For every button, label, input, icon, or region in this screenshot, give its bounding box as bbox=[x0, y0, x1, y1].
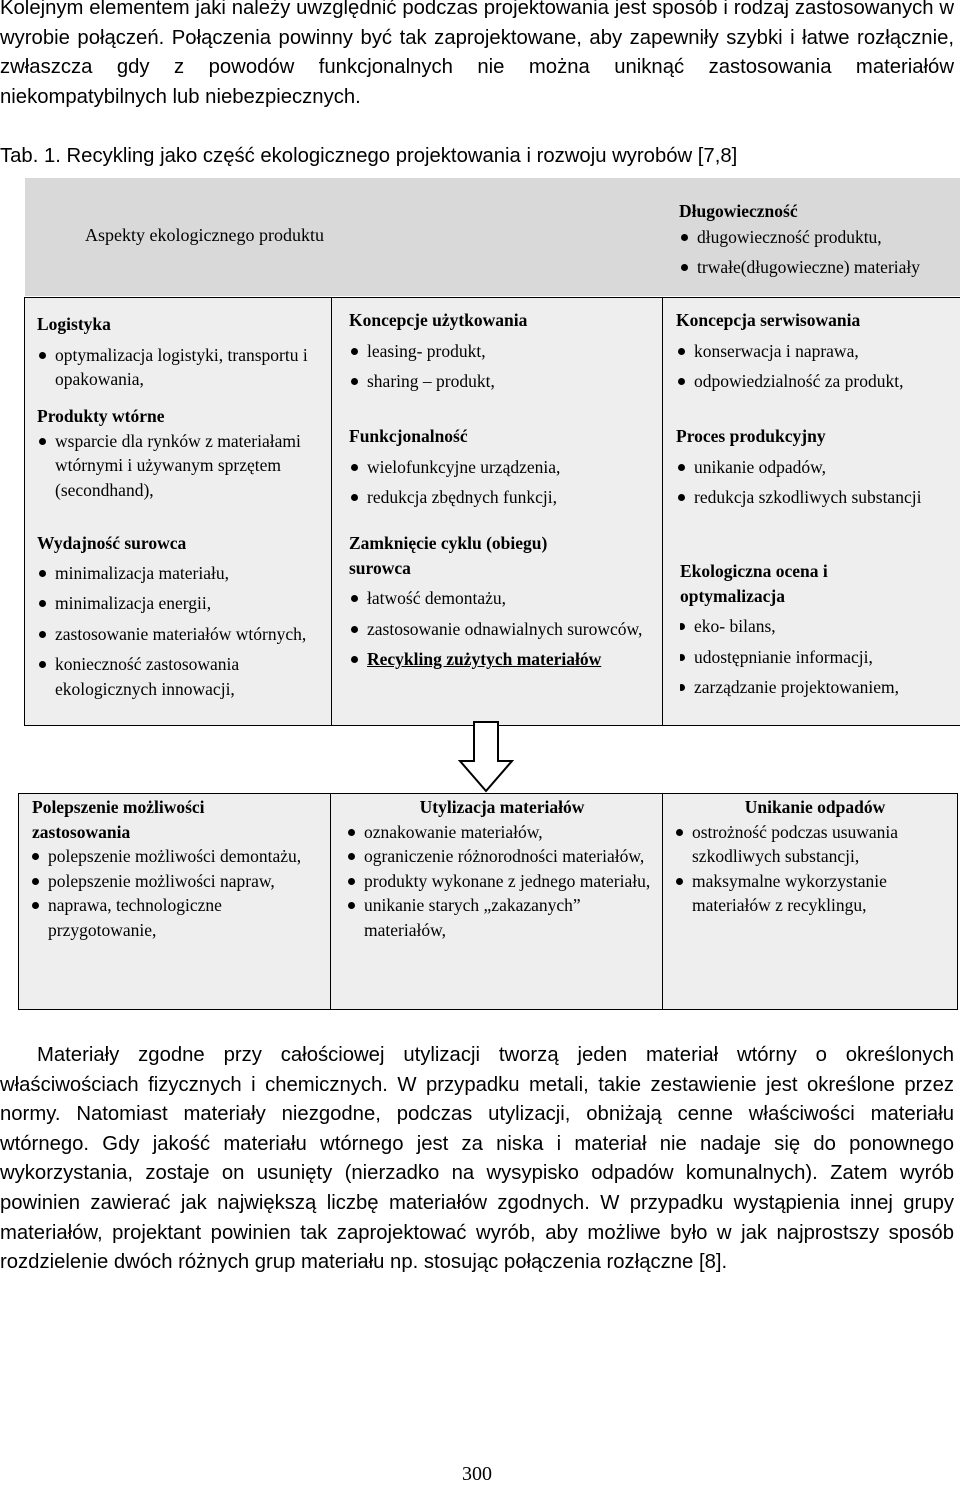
list-item: odpowiedzialność za produkt, bbox=[676, 369, 960, 394]
list-item: zastosowanie materiałów wtórnych, bbox=[37, 622, 327, 647]
list-item: maksymalne wykorzystanie materiałów z recyklingu, bbox=[674, 869, 956, 918]
functionality-block bbox=[349, 424, 659, 516]
table-caption: Tab. 1. Recykling jako część ekologicznego projektowania i rozwoju wyrobów [7,8] bbox=[0, 145, 738, 167]
down-arrow-icon bbox=[458, 721, 514, 793]
list-item: polepszenie możliwości napraw, bbox=[32, 869, 322, 894]
longevity-list bbox=[679, 225, 960, 280]
usage-concepts-block bbox=[349, 308, 659, 400]
list-item: minimalizacja energii, bbox=[37, 591, 327, 616]
grid-divider bbox=[330, 793, 331, 1010]
list-item: oznakowanie materiałów, bbox=[346, 820, 658, 845]
logistics-title: Logistyka bbox=[37, 314, 111, 334]
raw-material-efficiency-title: Wydajność surowca bbox=[37, 533, 187, 553]
list-item-highlight bbox=[349, 647, 659, 672]
usability-title: Polepszenie możliwości zastosowania bbox=[32, 797, 205, 842]
list-item: konserwacja i naprawa, bbox=[676, 339, 960, 364]
usage-concepts-title: Koncepcje użytkowania bbox=[349, 310, 528, 330]
waste-avoidance-title: Unikanie odpadów bbox=[744, 797, 886, 817]
list-item: optymalizacja logistyki, transportu i opakowania, bbox=[37, 343, 327, 392]
raw-material-efficiency-block bbox=[37, 531, 327, 707]
outro-paragraph: Materiały zgodne przy całościowej utylizacji tworzą jeden materiał wtórny o określonych właściwościach fizycznych i chemicznych. W przypadku metali, takie zestawienie jest określone przez normy. Natomiast materiały niezgodne, podczas utylizacji, obniżają cenne właściwości materiału wtórnego. Gdy jakość materiału wtórnego jest za niska i materiał nie nadaje się do ponownego wykorzystania, zostaje on usunięty (nierzadko na wysypisko odpadów komunalnych). Zatem wyrób powinien zawierać jak największą liczbę materiałów zgodnych. W przypadku wystąpienia innej grupy materiałów, projektant powinien tak zaprojektować wyrób, aby możliwe było w jak najprostszy sposób rozdzielenie dwóch różnych grup materiału np. stosując połączenia rozłączne [8]. bbox=[0, 1044, 954, 1274]
list-item: ostrożność podczas usuwania szkodliwych substancji, bbox=[674, 820, 956, 869]
closed-loop-block bbox=[349, 531, 659, 678]
list-item: wsparcie dla rynków z materiałami wtórnymi i używanym sprzętem (secondhand), bbox=[37, 429, 327, 503]
production-process-block bbox=[676, 424, 960, 516]
functionality-title: Funkcjonalność bbox=[349, 426, 468, 446]
longevity-cell bbox=[662, 178, 960, 296]
list-item: naprawa, technologiczne przygotowanie, bbox=[32, 893, 322, 942]
list-item: wielofunkcyjne urządzenia, bbox=[349, 455, 659, 480]
list-item: eko- bilans, bbox=[680, 614, 960, 639]
list-item: polepszenie możliwości demontażu, bbox=[32, 844, 322, 869]
grid-divider bbox=[662, 793, 663, 1010]
page-number: 300 bbox=[462, 1463, 492, 1485]
service-concept-block bbox=[676, 308, 960, 400]
longevity-title: Długowieczność bbox=[679, 201, 798, 221]
eco-assessment-block bbox=[680, 559, 960, 706]
eco-assessment-title: Ekologiczna ocena i optymalizacja bbox=[680, 561, 828, 606]
list-item: konieczność zastosowania ekologicznych innowacji, bbox=[37, 652, 327, 701]
grid-divider bbox=[662, 297, 663, 726]
production-process-title: Proces produkcyjny bbox=[676, 426, 826, 446]
list-item: unikanie odpadów, bbox=[676, 455, 960, 480]
list-item: długowieczność produktu, bbox=[679, 225, 960, 250]
list-item: redukcja szkodliwych substancji bbox=[676, 485, 960, 510]
grid-divider bbox=[331, 297, 332, 726]
list-item: leasing- produkt, bbox=[349, 339, 659, 364]
logistics-block bbox=[37, 312, 327, 392]
intro-paragraph: Kolejnym elementem jaki należy uwzględnić podczas projektowania jest sposób i rodzaj zastosowanych w wyrobie połączeń. Połączenia powinny być tak zaprojektowane, aby zapewniły szybki i łatwe rozłącznie, zwłaszcza gdy z powodów funkcjonalnych nie można uniknąć zastosowania materiałów niekompatybilnych lub niebezpiecznych. bbox=[0, 0, 954, 108]
list-item: minimalizacja materiału, bbox=[37, 561, 327, 586]
list-item: ograniczenie różnorodności materiałów, bbox=[346, 844, 658, 869]
list-item: udostępnianie informacji, bbox=[680, 645, 960, 670]
secondary-products-block bbox=[37, 404, 327, 502]
list-item: zastosowanie odnawialnych surowców, bbox=[349, 617, 659, 642]
aspects-title: Aspekty ekologicznego produktu bbox=[85, 225, 324, 245]
closed-loop-title: Zamknięcie cyklu (obiegu) surowca bbox=[349, 533, 548, 578]
list-item: unikanie starych „zakazanych” materiałów, bbox=[346, 893, 658, 942]
list-item: łatwość demontażu, bbox=[349, 586, 659, 611]
list-item: produkty wykonane z jednego materiału, bbox=[346, 869, 658, 894]
list-item: trwałe(długowieczne) materiały bbox=[679, 255, 960, 280]
list-item: zarządzanie projektowaniem, bbox=[680, 675, 960, 700]
usability-block bbox=[32, 795, 322, 942]
waste-avoidance-block bbox=[674, 795, 956, 918]
material-utilization-title: Utylizacja materiałów bbox=[419, 797, 585, 817]
material-utilization-block bbox=[346, 795, 658, 942]
service-concept-title: Koncepcja serwisowania bbox=[676, 310, 861, 330]
recycling-highlight: Recykling zużytych materiałów bbox=[367, 649, 602, 669]
list-item: redukcja zbędnych funkcji, bbox=[349, 485, 659, 510]
header-aspects-cell bbox=[25, 178, 662, 296]
secondary-products-title: Produkty wtórne bbox=[37, 406, 165, 426]
list-item: sharing – produkt, bbox=[349, 369, 659, 394]
